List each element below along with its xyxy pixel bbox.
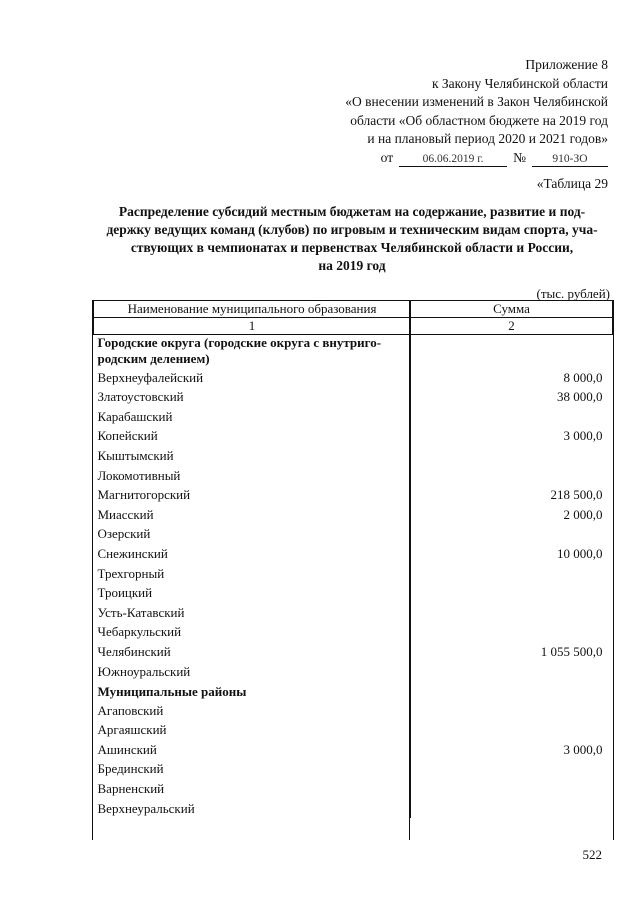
subsidy-amount xyxy=(411,335,613,368)
table-row xyxy=(94,465,613,485)
page-number: 522 xyxy=(582,847,602,862)
title-line-2: держку ведущих команд (клубов) по игровым и техническим видам спорта, уча- xyxy=(106,222,598,237)
col-number-1: 1 xyxy=(94,318,411,335)
title-line-1: Распределение субсидий местным бюджетам на содержание, развитие и под- xyxy=(118,204,586,219)
municipality-name: Троицкий xyxy=(94,583,411,603)
subsidy-amount xyxy=(411,759,613,779)
table-row xyxy=(94,798,613,818)
municipality-name: Ашинский xyxy=(94,739,411,759)
municipality-name: Аргаяшский xyxy=(94,720,411,740)
municipality-name: Верхнеуральский xyxy=(94,798,411,818)
number-label: № xyxy=(513,149,526,165)
municipality-name: Копейский xyxy=(94,426,411,446)
municipality-name: Магнитогорский xyxy=(94,485,411,505)
law-reference-block xyxy=(345,56,608,167)
table-row xyxy=(94,720,613,740)
subsidy-amount xyxy=(411,563,613,583)
from-label: от xyxy=(380,149,394,165)
subsidy-amount xyxy=(411,681,613,701)
registration-line xyxy=(345,149,608,168)
table-row xyxy=(94,426,613,446)
municipality-name: Трехгорный xyxy=(94,563,411,583)
municipality-name: Карабашский xyxy=(94,406,411,426)
subsidy-amount xyxy=(411,622,613,642)
header-name: Наименование муниципального образования xyxy=(94,301,411,318)
units-label: (тыс. рублей) xyxy=(536,286,610,301)
table-row xyxy=(94,661,613,681)
subsidy-amount xyxy=(411,524,613,544)
table-row xyxy=(94,445,613,465)
municipality-name: Снежинский xyxy=(94,543,411,563)
subsidy-amount: 10 000,0 xyxy=(557,545,603,561)
table-row xyxy=(94,367,613,387)
col-number-2: 2 xyxy=(411,318,613,335)
subsidy-amount: 218 500,0 xyxy=(550,487,603,503)
subsidy-amount xyxy=(411,583,613,603)
subsidy-amount: 3 000,0 xyxy=(563,741,603,757)
table-row xyxy=(94,387,613,407)
municipality-name: Чебаркульский xyxy=(94,622,411,642)
law-title-line-2: области «Об областном бюджете на 2019 год xyxy=(350,112,608,128)
subsidy-amount xyxy=(411,465,613,485)
subsidy-amount xyxy=(411,602,613,622)
subsidy-amount xyxy=(411,406,613,426)
appendix-label: Приложение 8 xyxy=(525,57,608,72)
subsidy-amount xyxy=(411,720,613,740)
table-row xyxy=(94,504,613,524)
municipality-name: Агаповский xyxy=(94,700,411,720)
subsidy-amount: 38 000,0 xyxy=(557,389,603,405)
title-line-4: на 2019 год xyxy=(318,258,386,273)
municipality-name: Южноуральский xyxy=(94,661,411,681)
subsidy-amount xyxy=(411,798,613,818)
subsidy-amount xyxy=(411,445,613,465)
municipality-name: Брединский xyxy=(94,759,411,779)
municipality-name: Златоустовский xyxy=(94,387,411,407)
table-row xyxy=(94,622,613,642)
municipality-name: Кыштымский xyxy=(94,445,411,465)
subsidy-amount: 3 000,0 xyxy=(563,428,603,444)
table-row xyxy=(94,700,613,720)
table-row xyxy=(94,583,613,603)
table-label: «Таблица 29 xyxy=(536,176,608,191)
table-row xyxy=(94,759,613,779)
law-title-line-3: и на плановый период 2020 и 2021 годов» xyxy=(367,131,608,146)
table-row xyxy=(94,406,613,426)
column-divider xyxy=(409,300,410,840)
section-row xyxy=(94,681,613,701)
municipality-name: Челябинский xyxy=(94,641,411,661)
document-title xyxy=(92,203,612,275)
table-row xyxy=(94,641,613,661)
subsidy-amount: 8 000,0 xyxy=(563,369,603,385)
municipality-name: Муниципальные районы xyxy=(94,681,411,701)
law-title-line-1: «О внесении изменений в Закон Челябинской xyxy=(345,94,608,109)
subsidy-amount xyxy=(411,700,613,720)
subsidy-amount xyxy=(411,778,613,798)
municipality-name: Городские округа (городские округа с внутриго- родским делением) xyxy=(94,335,411,368)
table-row xyxy=(94,485,613,505)
municipality-name: Озерский xyxy=(94,524,411,544)
municipality-name: Миасский xyxy=(94,504,411,524)
table-row xyxy=(94,778,613,798)
law-number: 910-ЗО xyxy=(532,152,608,167)
municipality-name: Варненский xyxy=(94,778,411,798)
table-row xyxy=(94,602,613,622)
subsidy-amount: 1 055 500,0 xyxy=(540,643,603,659)
subsidy-table xyxy=(92,300,614,840)
law-label: к Закону Челябинской области xyxy=(431,75,608,91)
law-date: 06.06.2019 г. xyxy=(399,152,507,167)
table-row xyxy=(94,543,613,563)
municipality-name: Локомотивный xyxy=(94,465,411,485)
subsidy-amount: 2 000,0 xyxy=(563,506,603,522)
table-row xyxy=(94,563,613,583)
section-row xyxy=(94,335,613,368)
municipality-name: Усть-Катавский xyxy=(94,602,411,622)
table-row xyxy=(94,524,613,544)
municipality-name: Верхнеуфалейский xyxy=(94,367,411,387)
header-sum: Сумма xyxy=(411,301,613,318)
title-line-3: ствующих в чемпионатах и первенствах Челябинской области и России, xyxy=(130,240,574,255)
table-row xyxy=(94,739,613,759)
subsidy-amount xyxy=(411,661,613,681)
